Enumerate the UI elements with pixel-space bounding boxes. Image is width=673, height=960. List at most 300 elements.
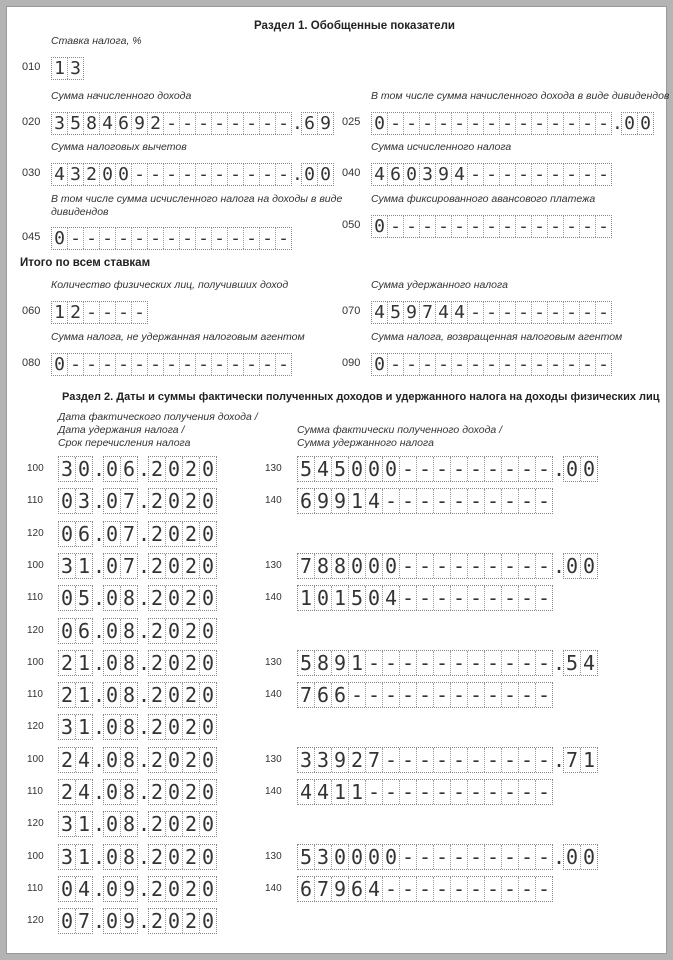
char-cell: 9 bbox=[404, 302, 420, 323]
form-sheet bbox=[6, 6, 670, 954]
date-separator: . bbox=[93, 586, 106, 611]
char-cell: - bbox=[468, 554, 485, 578]
field-130-decimal-cells[interactable] bbox=[563, 747, 598, 773]
char-cell: - bbox=[485, 877, 502, 901]
char-cell: 1 bbox=[332, 780, 349, 804]
char-cell: - bbox=[196, 228, 212, 249]
date-separator: . bbox=[138, 650, 151, 675]
date-field-120-part[interactable] bbox=[103, 521, 138, 547]
char-cell: 0 bbox=[564, 554, 581, 578]
date-field-120-part[interactable] bbox=[58, 618, 93, 644]
char-cell: - bbox=[484, 113, 500, 134]
char-cell: 9 bbox=[332, 748, 349, 772]
field-130-decimal-cells[interactable] bbox=[563, 650, 598, 676]
char-cell: - bbox=[164, 113, 180, 134]
field-130-integer-cells[interactable] bbox=[297, 650, 553, 676]
char-cell: 0 bbox=[104, 683, 121, 707]
date-field-110-part[interactable] bbox=[58, 585, 93, 611]
field-020-integer-cells[interactable] bbox=[51, 112, 292, 135]
date-separator: . bbox=[138, 683, 151, 708]
char-cell: 0 bbox=[166, 683, 183, 707]
char-cell: 0 bbox=[332, 845, 349, 869]
field-code-140: 140 bbox=[265, 689, 282, 701]
field-label-025: В том числе сумма начисленного дохода в виде дивидендов bbox=[371, 90, 670, 102]
char-cell: - bbox=[196, 113, 212, 134]
char-cell: - bbox=[180, 228, 196, 249]
date-field-100-part[interactable] bbox=[148, 844, 217, 870]
date-field-110-part[interactable] bbox=[148, 585, 217, 611]
char-cell: - bbox=[434, 586, 451, 610]
date-field-120-part[interactable] bbox=[148, 714, 217, 740]
char-cell: 8 bbox=[122, 715, 136, 740]
char-cell: 4 bbox=[77, 780, 91, 804]
char-cell: - bbox=[564, 302, 580, 323]
char-cell: 7 bbox=[298, 554, 315, 578]
char-cell: - bbox=[212, 113, 228, 134]
date-separator: . bbox=[138, 553, 151, 578]
date-field-120-part[interactable] bbox=[148, 618, 217, 644]
char-cell: - bbox=[519, 780, 536, 804]
char-cell: - bbox=[452, 354, 468, 375]
field-code-120: 120 bbox=[27, 624, 44, 636]
date-separator: . bbox=[138, 457, 151, 481]
field-040-integer-cells[interactable] bbox=[371, 163, 612, 186]
char-cell: - bbox=[366, 683, 383, 707]
date-separator: . bbox=[138, 489, 151, 514]
date-separator: . bbox=[138, 812, 151, 837]
char-cell: - bbox=[537, 457, 551, 481]
char-cell: 0 bbox=[349, 554, 366, 578]
char-cell: 1 bbox=[349, 780, 366, 804]
char-cell: 0 bbox=[104, 780, 121, 804]
char-cell: - bbox=[116, 228, 132, 249]
char-cell: 1 bbox=[77, 844, 91, 869]
char-cell: - bbox=[244, 354, 260, 375]
section2-col1-header bbox=[58, 411, 258, 450]
field-070-integer-cells[interactable] bbox=[371, 301, 612, 324]
field-140 bbox=[297, 585, 553, 611]
char-cell: - bbox=[468, 354, 484, 375]
char-cell: 0 bbox=[201, 909, 215, 934]
char-cell: - bbox=[116, 302, 132, 323]
char-cell: - bbox=[485, 683, 502, 707]
char-cell: - bbox=[434, 457, 451, 481]
decimal-point: . bbox=[553, 747, 566, 772]
char-cell: 0 bbox=[383, 845, 400, 869]
date-field-100-part[interactable] bbox=[58, 650, 93, 676]
char-cell: - bbox=[212, 164, 228, 185]
field-140-integer-cells[interactable] bbox=[297, 585, 553, 611]
field-140-integer-cells[interactable] bbox=[297, 876, 553, 902]
char-cell: 0 bbox=[320, 164, 331, 185]
char-cell: 4 bbox=[436, 302, 452, 323]
field-130-decimal-cells[interactable] bbox=[563, 844, 598, 870]
char-cell: 8 bbox=[332, 554, 349, 578]
char-cell: - bbox=[383, 489, 400, 513]
char-cell: 3 bbox=[59, 554, 76, 578]
char-cell: 0 bbox=[201, 844, 215, 869]
char-cell: - bbox=[260, 228, 276, 249]
char-cell: 3 bbox=[68, 164, 84, 185]
date-field-120-part[interactable] bbox=[148, 521, 217, 547]
char-cell: 2 bbox=[149, 683, 166, 707]
char-cell: 2 bbox=[183, 845, 200, 869]
date-separator: . bbox=[93, 747, 106, 772]
date-separator: . bbox=[138, 521, 151, 546]
char-cell: 0 bbox=[100, 164, 116, 185]
section2-title: Раздел 2. Даты и суммы фактически полученных доходов и удержанного налога на доходы физических лиц bbox=[62, 391, 660, 403]
field-025-integer-cells[interactable] bbox=[371, 112, 612, 135]
char-cell: 2 bbox=[149, 457, 166, 481]
char-cell: - bbox=[548, 164, 564, 185]
char-cell: 0 bbox=[104, 522, 121, 546]
char-cell: - bbox=[502, 651, 519, 675]
field-label-070: Сумма удержанного налога bbox=[371, 279, 508, 291]
char-cell: 0 bbox=[104, 812, 121, 836]
char-cell: - bbox=[420, 354, 436, 375]
field-code-120: 120 bbox=[27, 915, 44, 927]
date-separator: . bbox=[93, 812, 106, 837]
char-cell: 0 bbox=[201, 812, 215, 837]
char-cell: - bbox=[537, 650, 551, 675]
date-field-110-part[interactable] bbox=[58, 876, 93, 902]
char-cell: 0 bbox=[201, 650, 215, 675]
date-field-100-part[interactable] bbox=[103, 650, 138, 676]
char-cell: 8 bbox=[122, 780, 136, 804]
field-code-120: 120 bbox=[27, 818, 44, 830]
char-cell: - bbox=[564, 113, 580, 134]
char-cell: 8 bbox=[122, 586, 136, 611]
char-cell: - bbox=[598, 354, 609, 375]
field-140-integer-cells[interactable] bbox=[297, 682, 553, 708]
char-cell: - bbox=[537, 747, 551, 772]
char-cell: 4 bbox=[383, 586, 400, 610]
char-cell: - bbox=[148, 228, 164, 249]
char-cell: 2 bbox=[149, 909, 166, 933]
char-cell: - bbox=[244, 113, 260, 134]
date-separator: . bbox=[138, 747, 151, 772]
char-cell: 8 bbox=[122, 618, 136, 643]
char-cell: 6 bbox=[77, 618, 91, 643]
date-separator: . bbox=[138, 715, 151, 740]
date-separator: . bbox=[93, 780, 106, 804]
char-cell: 6 bbox=[122, 457, 136, 481]
field-090-integer-cells[interactable] bbox=[371, 353, 612, 376]
char-cell: 0 bbox=[166, 489, 183, 513]
char-cell: - bbox=[502, 683, 519, 707]
char-cell: 0 bbox=[59, 909, 76, 933]
date-separator: . bbox=[93, 457, 106, 481]
field-060-integer-cells[interactable] bbox=[51, 301, 148, 324]
date-field-120-part[interactable] bbox=[103, 811, 138, 837]
char-cell: - bbox=[260, 164, 276, 185]
date-field-100-part[interactable] bbox=[148, 747, 217, 773]
char-cell: - bbox=[468, 216, 484, 237]
char-cell: 0 bbox=[166, 457, 183, 481]
field-label-020: Сумма начисленного дохода bbox=[51, 90, 192, 102]
char-cell: - bbox=[519, 683, 536, 707]
char-cell: 0 bbox=[640, 113, 651, 134]
char-cell: - bbox=[212, 354, 228, 375]
char-cell: 3 bbox=[59, 457, 76, 481]
char-cell: - bbox=[451, 877, 468, 901]
date-field-120 bbox=[58, 908, 217, 934]
date-field-120-part[interactable] bbox=[58, 714, 93, 740]
char-cell: 2 bbox=[149, 877, 166, 901]
char-cell: 3 bbox=[298, 748, 315, 772]
char-cell: - bbox=[485, 489, 502, 513]
field-code-100: 100 bbox=[27, 559, 44, 571]
date-field-120-part[interactable] bbox=[103, 908, 138, 934]
char-cell: - bbox=[417, 586, 434, 610]
char-cell: 8 bbox=[122, 747, 136, 772]
date-field-120-part[interactable] bbox=[58, 908, 93, 934]
field-130-integer-cells[interactable] bbox=[297, 553, 553, 579]
char-cell: 6 bbox=[298, 489, 315, 513]
char-cell: 2 bbox=[149, 651, 166, 675]
char-cell: 2 bbox=[183, 877, 200, 901]
date-field-110-part[interactable] bbox=[58, 488, 93, 514]
decimal-point: . bbox=[553, 457, 566, 481]
date-separator: . bbox=[93, 489, 106, 514]
field-code-100: 100 bbox=[27, 656, 44, 668]
char-cell: 3 bbox=[59, 812, 76, 836]
field-code-090: 090 bbox=[342, 357, 361, 369]
date-field-100-part[interactable] bbox=[148, 553, 217, 579]
date-field-120-part[interactable] bbox=[148, 811, 217, 837]
char-cell: 3 bbox=[59, 715, 76, 739]
char-cell: 8 bbox=[315, 651, 332, 675]
char-cell: 0 bbox=[166, 522, 183, 546]
date-field-110-part[interactable] bbox=[148, 876, 217, 902]
date-field-110 bbox=[58, 488, 217, 514]
date-field-110-part[interactable] bbox=[103, 585, 138, 611]
char-cell: 0 bbox=[104, 489, 121, 513]
char-cell: 0 bbox=[582, 457, 596, 481]
date-field-120-part[interactable] bbox=[58, 521, 93, 547]
char-cell: 7 bbox=[298, 683, 315, 707]
date-field-110-part[interactable] bbox=[148, 682, 217, 708]
date-separator: . bbox=[93, 909, 106, 934]
field-130-integer-cells[interactable] bbox=[297, 456, 553, 482]
char-cell: 4 bbox=[452, 302, 468, 323]
char-cell: 0 bbox=[564, 457, 581, 481]
char-cell: 6 bbox=[349, 877, 366, 901]
date-field-100-part[interactable] bbox=[103, 553, 138, 579]
char-cell: 6 bbox=[116, 113, 132, 134]
date-field-100-part[interactable] bbox=[58, 747, 93, 773]
date-field-100-part[interactable] bbox=[103, 844, 138, 870]
date-field-120 bbox=[58, 618, 217, 644]
char-cell: - bbox=[484, 354, 500, 375]
field-080-integer-cells[interactable] bbox=[51, 353, 292, 376]
char-cell: 4 bbox=[52, 164, 68, 185]
field-code-100: 100 bbox=[27, 850, 44, 862]
field-050-integer-cells[interactable] bbox=[371, 215, 612, 238]
char-cell: 9 bbox=[332, 489, 349, 513]
field-label-045: В том числе сумма исчисленного налога на доходы в виде bbox=[51, 193, 343, 205]
date-field-120-part[interactable] bbox=[148, 908, 217, 934]
field-140-integer-cells[interactable] bbox=[297, 488, 553, 514]
char-cell: 9 bbox=[132, 113, 148, 134]
field-030-decimal-cells[interactable] bbox=[301, 163, 334, 186]
char-cell: 0 bbox=[201, 553, 215, 578]
char-cell: - bbox=[548, 216, 564, 237]
char-cell: - bbox=[383, 877, 400, 901]
field-code-010: 010 bbox=[22, 61, 41, 73]
char-cell: - bbox=[84, 228, 100, 249]
char-cell: - bbox=[485, 586, 502, 610]
char-cell: 3 bbox=[315, 845, 332, 869]
char-cell: - bbox=[148, 164, 164, 185]
field-code-050: 050 bbox=[342, 219, 361, 231]
char-cell: 9 bbox=[436, 164, 452, 185]
char-cell: - bbox=[500, 302, 516, 323]
field-030-integer-cells[interactable] bbox=[51, 163, 292, 186]
date-field-100-part[interactable] bbox=[103, 747, 138, 773]
date-field-100-part[interactable] bbox=[58, 456, 93, 482]
char-cell: - bbox=[134, 302, 145, 323]
field-090 bbox=[371, 353, 612, 376]
char-cell: 1 bbox=[77, 715, 91, 740]
char-cell: 0 bbox=[166, 715, 183, 739]
char-cell: 2 bbox=[183, 748, 200, 772]
date-field-110-part[interactable] bbox=[148, 779, 217, 805]
char-cell: 1 bbox=[349, 489, 366, 513]
date-separator: . bbox=[93, 715, 106, 740]
char-cell: - bbox=[434, 780, 451, 804]
char-cell: - bbox=[228, 228, 244, 249]
char-cell: - bbox=[388, 216, 404, 237]
char-cell: - bbox=[434, 748, 451, 772]
char-cell: 9 bbox=[332, 877, 349, 901]
char-cell: 2 bbox=[149, 586, 166, 610]
field-code-100: 100 bbox=[27, 463, 44, 474]
field-130 bbox=[297, 747, 598, 773]
char-cell: 9 bbox=[122, 909, 136, 934]
char-cell: 2 bbox=[183, 457, 200, 481]
char-cell: 0 bbox=[201, 747, 215, 772]
date-field-110-part[interactable] bbox=[58, 682, 93, 708]
char-cell: 2 bbox=[59, 651, 76, 675]
char-cell: 2 bbox=[84, 164, 100, 185]
char-cell: 0 bbox=[166, 651, 183, 675]
char-cell: - bbox=[468, 302, 484, 323]
date-field-120-part[interactable] bbox=[58, 811, 93, 837]
char-cell: - bbox=[580, 113, 596, 134]
char-cell: 6 bbox=[77, 521, 91, 546]
char-cell: 0 bbox=[372, 354, 388, 375]
date-field-110-part[interactable] bbox=[103, 876, 138, 902]
char-cell: - bbox=[537, 683, 551, 708]
char-cell: - bbox=[468, 748, 485, 772]
char-cell: - bbox=[436, 354, 452, 375]
char-cell: 8 bbox=[315, 554, 332, 578]
char-cell: - bbox=[132, 228, 148, 249]
field-010-integer-cells[interactable] bbox=[51, 57, 84, 80]
char-cell: - bbox=[436, 216, 452, 237]
date-field-110-part[interactable] bbox=[148, 488, 217, 514]
date-field-120-part[interactable] bbox=[103, 714, 138, 740]
date-field-100-part[interactable] bbox=[103, 456, 138, 482]
char-cell: 5 bbox=[77, 586, 91, 611]
char-cell: - bbox=[434, 489, 451, 513]
char-cell: - bbox=[532, 354, 548, 375]
char-cell: - bbox=[180, 164, 196, 185]
date-field-120-part[interactable] bbox=[103, 618, 138, 644]
char-cell: 2 bbox=[183, 489, 200, 513]
char-cell: - bbox=[164, 354, 180, 375]
field-080 bbox=[51, 353, 292, 376]
date-field-100-part[interactable] bbox=[148, 650, 217, 676]
col2-header-line: Сумма фактически полученного дохода / bbox=[297, 424, 503, 436]
date-separator: . bbox=[93, 876, 106, 901]
field-010 bbox=[51, 57, 84, 80]
date-field-100-part[interactable] bbox=[148, 456, 217, 482]
char-cell: 0 bbox=[52, 228, 68, 249]
char-cell: - bbox=[400, 554, 417, 578]
field-040 bbox=[371, 163, 612, 186]
char-cell: - bbox=[468, 164, 484, 185]
date-field-110-part[interactable] bbox=[103, 488, 138, 514]
char-cell: - bbox=[132, 354, 148, 375]
char-cell: 2 bbox=[149, 715, 166, 739]
field-130 bbox=[297, 456, 598, 482]
char-cell: 1 bbox=[349, 651, 366, 675]
char-cell: - bbox=[519, 457, 536, 481]
char-cell: - bbox=[452, 216, 468, 237]
field-code-060: 060 bbox=[22, 305, 41, 317]
char-cell: - bbox=[228, 164, 244, 185]
char-cell: - bbox=[68, 228, 84, 249]
field-code-025: 025 bbox=[342, 116, 361, 128]
date-field-100-part[interactable] bbox=[58, 844, 93, 870]
field-140-integer-cells[interactable] bbox=[297, 779, 553, 805]
field-130-decimal-cells[interactable] bbox=[563, 456, 598, 482]
char-cell: 3 bbox=[77, 489, 91, 514]
field-code-130: 130 bbox=[265, 463, 282, 474]
field-045-integer-cells[interactable] bbox=[51, 227, 292, 250]
char-cell: 2 bbox=[183, 619, 200, 643]
char-cell: - bbox=[580, 302, 596, 323]
field-025-decimal-cells[interactable] bbox=[621, 112, 654, 135]
char-cell: 8 bbox=[84, 113, 100, 134]
char-cell: 0 bbox=[59, 877, 76, 901]
char-cell: 9 bbox=[320, 113, 331, 134]
char-cell: 0 bbox=[166, 812, 183, 836]
field-020-decimal-cells[interactable] bbox=[301, 112, 334, 135]
char-cell: 0 bbox=[104, 554, 121, 578]
char-cell: - bbox=[519, 651, 536, 675]
char-cell: 4 bbox=[372, 164, 388, 185]
date-field-110-part[interactable] bbox=[103, 682, 138, 708]
field-130-integer-cells[interactable] bbox=[297, 747, 553, 773]
field-code-120: 120 bbox=[27, 527, 44, 539]
date-field-110-part[interactable] bbox=[103, 779, 138, 805]
field-label-010: Ставка налога, % bbox=[51, 35, 142, 47]
date-field-100-part[interactable] bbox=[58, 553, 93, 579]
date-separator: . bbox=[138, 618, 151, 643]
char-cell: - bbox=[451, 683, 468, 707]
field-130-integer-cells[interactable] bbox=[297, 844, 553, 870]
char-cell: - bbox=[537, 780, 551, 804]
char-cell: 2 bbox=[183, 715, 200, 739]
field-130-decimal-cells[interactable] bbox=[563, 553, 598, 579]
char-cell: - bbox=[388, 113, 404, 134]
date-field-110-part[interactable] bbox=[58, 779, 93, 805]
decimal-point: . bbox=[612, 113, 623, 134]
char-cell: 0 bbox=[166, 909, 183, 933]
